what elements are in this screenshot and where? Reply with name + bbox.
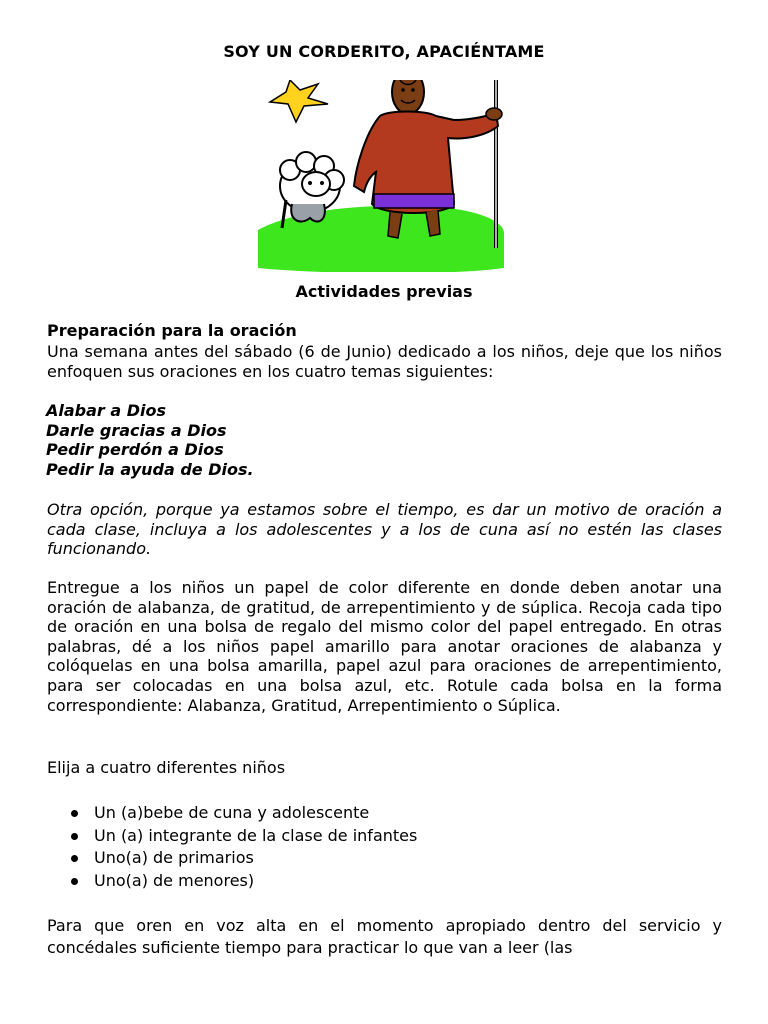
shepherd-lamb-illustration (258, 80, 504, 272)
instructions-paragraph: Entregue a los niños un papel de color diferente en donde deben anotar una oración de alabanza, de gratitud, de arrepentimiento y de súplica. Recoja cada tipo de oración en una bolsa de regalo del mismo color del papel entregado. En otras palabras, dé a los niños papel amarillo para anotar oraciones de alabanza y colóquelas en una bolsa amarilla, papel azul para oraciones de arrepentimiento, para ser colocadas en una bolsa azul, etc. Rotule cada bolsa en la forma correspondiente: Alabanza, Gratitud, Arrepentimiento o Súplica. (47, 578, 722, 715)
intro-paragraph: Una semana antes del sábado (6 de Junio) dedicado a los niños, deje que los niños enfoquen sus oraciones en los cuatro temas siguientes: (47, 342, 722, 381)
list-item: Un (a) integrante de la clase de infantes (47, 825, 722, 848)
document-title: SOY UN CORDERITO, APACIÉNTAME (223, 42, 545, 61)
section-heading: Preparación para la oración (47, 321, 297, 340)
list-item: Uno(a) de primarios (47, 847, 722, 870)
theme-item: Pedir perdón a Dios (46, 440, 224, 460)
list-item: Un (a)bebe de cuna y adolescente (47, 802, 722, 825)
subtitle-heading: Actividades previas (295, 282, 473, 301)
children-list (47, 802, 722, 892)
theme-item: Alabar a Dios (46, 401, 167, 420)
option-paragraph: Otra opción, porque ya estamos sobre el tiempo, es dar un motivo de oración a cada clase, incluya a los adolescentes y a los de cuna así no estén las clases funcionando. (47, 500, 722, 559)
theme-item: Pedir la ayuda de Dios. (46, 459, 254, 479)
themes-list (46, 401, 721, 479)
closing-paragraph: Para que oren en voz alta en el momento apropiado dentro del servicio y concédales suficiente tiempo para practicar lo que van a leer (las (47, 916, 722, 957)
list-item: Uno(a) de menores) (47, 870, 722, 893)
theme-item: Darle gracias a Dios (46, 420, 227, 440)
choose-children-line: Elija a cuatro diferentes niños (47, 758, 286, 777)
star-icon (270, 80, 328, 122)
